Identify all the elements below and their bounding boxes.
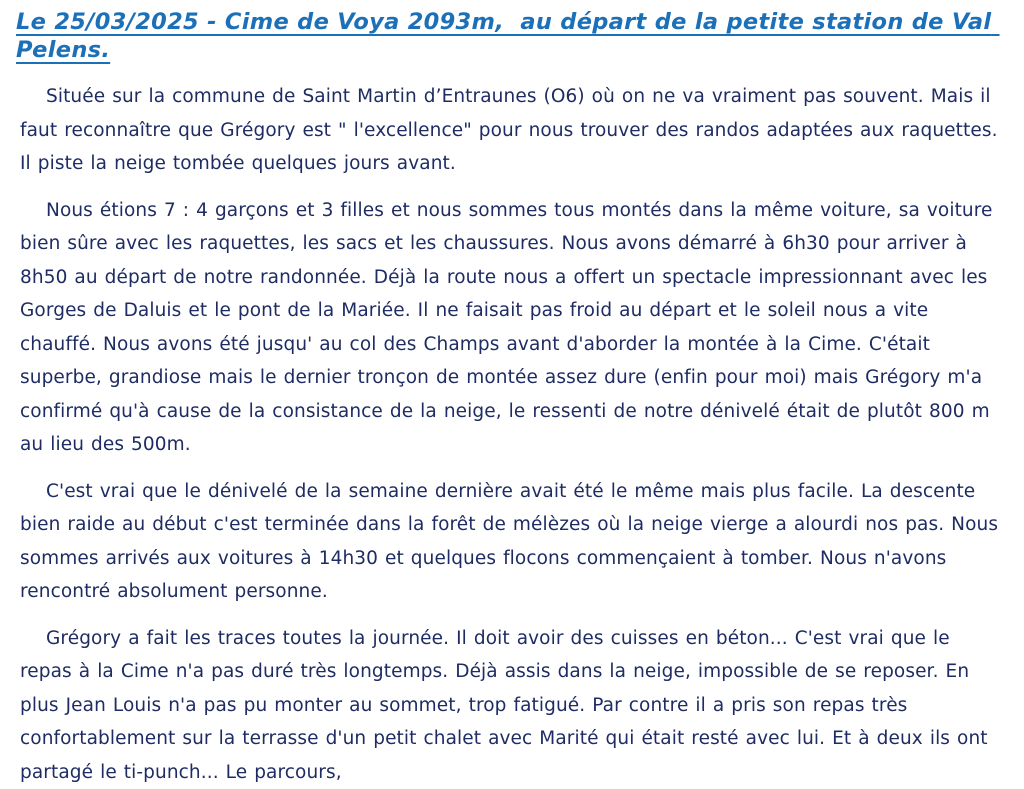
page-title: Le 25/03/2025 - Cime de Voya 2093m, au départ de la petite station de Val Pelens. — [16, 9, 1000, 64]
paragraph-2: Nous étions 7 : 4 garçons et 3 filles et nous sommes tous montés dans la même voiture, sa voiture bien sûre avec les raquettes, les sacs et les chaussures. Nous avons démarré à 6h30 pour arriver à 8h50 au départ de notre randonnée. Déjà la route nous a offert un spectacle impressionnant avec les Gorges de Daluis et le pont de la Mariée. Il ne faisait pas froid au départ et le soleil nous a vite chauffé. Nous avons été jusqu' au col des Champs avant d'aborder la montée à la Cime. C'était superbe, grandiose mais le dernier tronçon de montée assez dure (enfin pour moi) mais Grégory m'a confirmé qu'à cause de la consistance de la neige, le ressenti de notre dénivelé était de plutôt 800 m au lieu des 500m. — [20, 199, 993, 456]
paragraph-1: Située sur la commune de Saint Martin d’Entraunes (O6) où on ne va vraiment pas souvent. Mais il faut reconnaître que Grégory est " l'excellence" pour nous trouver des randos adaptées aux raquettes. Il piste la neige tombée quelques jours avant. — [20, 86, 998, 175]
paragraph-4: Grégory a fait les traces toutes la journée. Il doit avoir des cuisses en béton... C'est vrai que le repas à la Cime n'a pas duré très longtemps. Déjà assis dans la neige, impossible de se reposer. En plus Jean Louis n'a pas pu monter au sommet, trop fatigué. Par contre il a pris son repas très confortablement sur la terrasse d'un petit chalet avec Marité qui était resté avec lui. Et à deux ils ont partagé le ti-punch... Le parcours, — [20, 627, 988, 783]
paragraph-3: C'est vrai que le dénivelé de la semaine dernière avait été le même mais plus facile. La descente bien raide au début c'est terminée dans la forêt de mélèzes où la neige vierge a alourdi nos pas. Nous sommes arrivés aux voitures à 14h30 et quelques flocons commençaient à tomber. Nous n'avons rencontré absolument personne. — [20, 480, 999, 603]
